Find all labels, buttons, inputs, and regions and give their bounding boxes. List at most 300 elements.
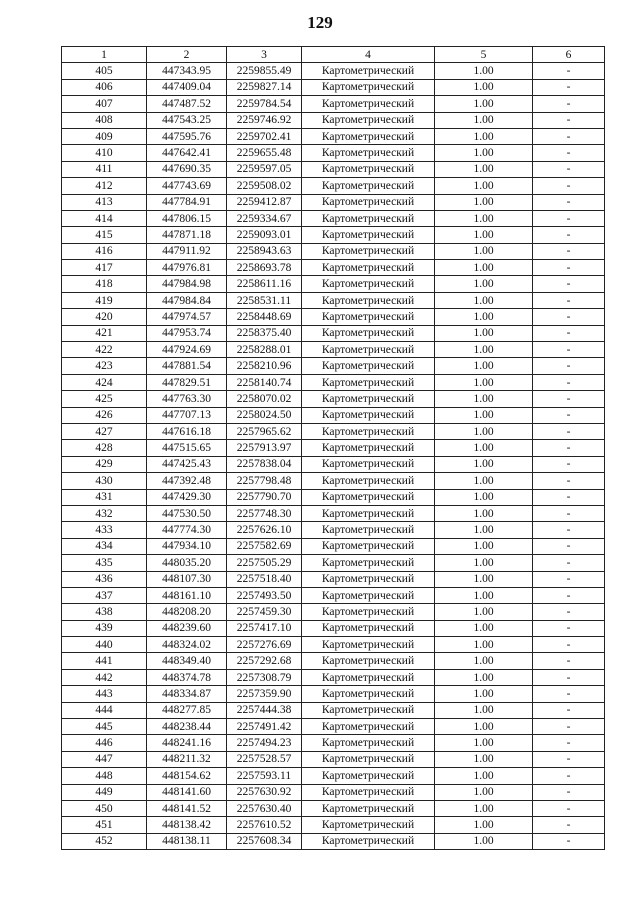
accuracy-cell: 1.00 — [435, 79, 533, 95]
accuracy-cell: 1.00 — [435, 735, 533, 751]
method-cell: Картометрический — [302, 604, 435, 620]
y-coordinate-cell: 2258943.63 — [227, 243, 302, 259]
accuracy-cell: 1.00 — [435, 210, 533, 226]
table-row — [62, 768, 605, 784]
y-coordinate-cell: 2257608.34 — [227, 833, 302, 849]
x-coordinate-cell: 447642.41 — [147, 145, 227, 161]
x-coordinate-cell: 447530.50 — [147, 505, 227, 521]
note-cell: - — [533, 489, 605, 505]
table-row — [62, 358, 605, 374]
accuracy-cell: 1.00 — [435, 440, 533, 456]
note-cell: - — [533, 653, 605, 669]
x-coordinate-cell: 447425.43 — [147, 456, 227, 472]
point-number-cell: 439 — [62, 620, 147, 636]
x-coordinate-cell: 448211.32 — [147, 751, 227, 767]
x-coordinate-cell: 448141.60 — [147, 784, 227, 800]
y-coordinate-cell: 2259597.05 — [227, 161, 302, 177]
y-coordinate-cell: 2259093.01 — [227, 227, 302, 243]
accuracy-cell: 1.00 — [435, 702, 533, 718]
x-coordinate-cell: 447871.18 — [147, 227, 227, 243]
x-coordinate-cell: 448324.02 — [147, 637, 227, 653]
table-row — [62, 423, 605, 439]
table-row — [62, 800, 605, 816]
table-row — [62, 571, 605, 587]
y-coordinate-cell: 2258288.01 — [227, 342, 302, 358]
x-coordinate-cell: 447343.95 — [147, 63, 227, 79]
x-coordinate-cell: 448161.10 — [147, 587, 227, 603]
table-row — [62, 276, 605, 292]
x-coordinate-cell: 447984.98 — [147, 276, 227, 292]
x-coordinate-cell: 447707.13 — [147, 407, 227, 423]
y-coordinate-cell: 2257582.69 — [227, 538, 302, 554]
point-number-cell: 405 — [62, 63, 147, 79]
accuracy-cell: 1.00 — [435, 243, 533, 259]
x-coordinate-cell: 448107.30 — [147, 571, 227, 587]
accuracy-cell: 1.00 — [435, 128, 533, 144]
x-coordinate-cell: 447953.74 — [147, 325, 227, 341]
note-cell: - — [533, 555, 605, 571]
note-cell: - — [533, 538, 605, 554]
accuracy-cell: 1.00 — [435, 522, 533, 538]
y-coordinate-cell: 2257630.92 — [227, 784, 302, 800]
method-cell: Картометрический — [302, 653, 435, 669]
y-coordinate-cell: 2257790.70 — [227, 489, 302, 505]
method-cell: Картометрический — [302, 456, 435, 472]
point-number-cell: 409 — [62, 128, 147, 144]
table-row — [62, 735, 605, 751]
accuracy-cell: 1.00 — [435, 276, 533, 292]
method-cell: Картометрический — [302, 309, 435, 325]
note-cell: - — [533, 473, 605, 489]
y-coordinate-cell: 2258611.16 — [227, 276, 302, 292]
y-coordinate-cell: 2258140.74 — [227, 374, 302, 390]
y-coordinate-cell: 2257798.48 — [227, 473, 302, 489]
method-cell: Картометрический — [302, 423, 435, 439]
table-row — [62, 653, 605, 669]
accuracy-cell: 1.00 — [435, 391, 533, 407]
accuracy-cell: 1.00 — [435, 505, 533, 521]
x-coordinate-cell: 448238.44 — [147, 719, 227, 735]
x-coordinate-cell: 448138.42 — [147, 817, 227, 833]
table-row — [62, 587, 605, 603]
x-coordinate-cell: 448277.85 — [147, 702, 227, 718]
x-coordinate-cell: 448208.20 — [147, 604, 227, 620]
note-cell: - — [533, 210, 605, 226]
point-number-cell: 426 — [62, 407, 147, 423]
x-coordinate-cell: 447774.30 — [147, 522, 227, 538]
table-row — [62, 112, 605, 128]
table-row — [62, 620, 605, 636]
note-cell: - — [533, 391, 605, 407]
point-number-cell: 418 — [62, 276, 147, 292]
y-coordinate-cell: 2257292.68 — [227, 653, 302, 669]
y-coordinate-cell: 2259655.48 — [227, 145, 302, 161]
x-coordinate-cell: 448349.40 — [147, 653, 227, 669]
method-cell: Картометрический — [302, 768, 435, 784]
point-number-cell: 412 — [62, 178, 147, 194]
method-cell: Картометрический — [302, 620, 435, 636]
column-header-2: 2 — [147, 47, 227, 63]
note-cell: - — [533, 342, 605, 358]
point-number-cell: 445 — [62, 719, 147, 735]
note-cell: - — [533, 292, 605, 308]
point-number-cell: 421 — [62, 325, 147, 341]
x-coordinate-cell: 448141.52 — [147, 800, 227, 816]
method-cell: Картометрический — [302, 161, 435, 177]
table-row — [62, 538, 605, 554]
y-coordinate-cell: 2259855.49 — [227, 63, 302, 79]
table-row — [62, 637, 605, 653]
point-number-cell: 411 — [62, 161, 147, 177]
accuracy-cell: 1.00 — [435, 489, 533, 505]
accuracy-cell: 1.00 — [435, 653, 533, 669]
x-coordinate-cell: 447911.92 — [147, 243, 227, 259]
method-cell: Картометрический — [302, 587, 435, 603]
table-row — [62, 243, 605, 259]
accuracy-cell: 1.00 — [435, 686, 533, 702]
point-number-cell: 410 — [62, 145, 147, 161]
method-cell: Картометрический — [302, 833, 435, 849]
y-coordinate-cell: 2258531.11 — [227, 292, 302, 308]
x-coordinate-cell: 447690.35 — [147, 161, 227, 177]
x-coordinate-cell: 447543.25 — [147, 112, 227, 128]
point-number-cell: 434 — [62, 538, 147, 554]
table-row — [62, 686, 605, 702]
table-row — [62, 702, 605, 718]
table-row — [62, 342, 605, 358]
point-number-cell: 423 — [62, 358, 147, 374]
point-number-cell: 452 — [62, 833, 147, 849]
accuracy-cell: 1.00 — [435, 292, 533, 308]
accuracy-cell: 1.00 — [435, 587, 533, 603]
note-cell: - — [533, 260, 605, 276]
x-coordinate-cell: 448374.78 — [147, 669, 227, 685]
column-header-5: 5 — [435, 47, 533, 63]
accuracy-cell: 1.00 — [435, 473, 533, 489]
note-cell: - — [533, 719, 605, 735]
y-coordinate-cell: 2257630.40 — [227, 800, 302, 816]
accuracy-cell: 1.00 — [435, 309, 533, 325]
point-number-cell: 427 — [62, 423, 147, 439]
x-coordinate-cell: 447429.30 — [147, 489, 227, 505]
method-cell: Картометрический — [302, 227, 435, 243]
table-row — [62, 817, 605, 833]
table-row — [62, 522, 605, 538]
table-row — [62, 555, 605, 571]
x-coordinate-cell: 448154.62 — [147, 768, 227, 784]
table-row — [62, 784, 605, 800]
note-cell: - — [533, 702, 605, 718]
table-row — [62, 178, 605, 194]
accuracy-cell: 1.00 — [435, 407, 533, 423]
note-cell: - — [533, 456, 605, 472]
table-row — [62, 505, 605, 521]
point-number-cell: 424 — [62, 374, 147, 390]
method-cell: Картометрический — [302, 800, 435, 816]
point-number-cell: 425 — [62, 391, 147, 407]
method-cell: Картометрический — [302, 276, 435, 292]
note-cell: - — [533, 407, 605, 423]
x-coordinate-cell: 447763.30 — [147, 391, 227, 407]
y-coordinate-cell: 2257505.29 — [227, 555, 302, 571]
method-cell: Картометрический — [302, 538, 435, 554]
accuracy-cell: 1.00 — [435, 374, 533, 390]
method-cell: Картометрический — [302, 63, 435, 79]
y-coordinate-cell: 2259784.54 — [227, 96, 302, 112]
note-cell: - — [533, 112, 605, 128]
note-cell: - — [533, 243, 605, 259]
x-coordinate-cell: 447595.76 — [147, 128, 227, 144]
column-header-1: 1 — [62, 47, 147, 63]
accuracy-cell: 1.00 — [435, 833, 533, 849]
point-number-cell: 417 — [62, 260, 147, 276]
accuracy-cell: 1.00 — [435, 423, 533, 439]
point-number-cell: 419 — [62, 292, 147, 308]
accuracy-cell: 1.00 — [435, 604, 533, 620]
point-number-cell: 429 — [62, 456, 147, 472]
accuracy-cell: 1.00 — [435, 751, 533, 767]
point-number-cell: 413 — [62, 194, 147, 210]
y-coordinate-cell: 2259412.87 — [227, 194, 302, 210]
y-coordinate-cell: 2257493.50 — [227, 587, 302, 603]
accuracy-cell: 1.00 — [435, 620, 533, 636]
y-coordinate-cell: 2258375.40 — [227, 325, 302, 341]
point-number-cell: 431 — [62, 489, 147, 505]
method-cell: Картометрический — [302, 669, 435, 685]
method-cell: Картометрический — [302, 637, 435, 653]
point-number-cell: 438 — [62, 604, 147, 620]
accuracy-cell: 1.00 — [435, 456, 533, 472]
table-row — [62, 227, 605, 243]
x-coordinate-cell: 448334.87 — [147, 686, 227, 702]
x-coordinate-cell: 447806.15 — [147, 210, 227, 226]
y-coordinate-cell: 2259827.14 — [227, 79, 302, 95]
table-row — [62, 669, 605, 685]
x-coordinate-cell: 447934.10 — [147, 538, 227, 554]
note-cell: - — [533, 522, 605, 538]
table-row — [62, 325, 605, 341]
table-header-row — [62, 47, 605, 63]
method-cell: Картометрический — [302, 391, 435, 407]
y-coordinate-cell: 2257444.38 — [227, 702, 302, 718]
accuracy-cell: 1.00 — [435, 342, 533, 358]
x-coordinate-cell: 448239.60 — [147, 620, 227, 636]
note-cell: - — [533, 325, 605, 341]
accuracy-cell: 1.00 — [435, 555, 533, 571]
table-row — [62, 473, 605, 489]
table-row — [62, 145, 605, 161]
table-row — [62, 407, 605, 423]
method-cell: Картометрический — [302, 784, 435, 800]
note-cell: - — [533, 161, 605, 177]
table-row — [62, 128, 605, 144]
note-cell: - — [533, 145, 605, 161]
x-coordinate-cell: 447487.52 — [147, 96, 227, 112]
page-number: 129 — [307, 13, 333, 32]
table-row — [62, 833, 605, 849]
x-coordinate-cell: 448138.11 — [147, 833, 227, 849]
x-coordinate-cell: 447881.54 — [147, 358, 227, 374]
point-number-cell: 447 — [62, 751, 147, 767]
y-coordinate-cell: 2257491.42 — [227, 719, 302, 735]
note-cell: - — [533, 79, 605, 95]
accuracy-cell: 1.00 — [435, 227, 533, 243]
y-coordinate-cell: 2258070.02 — [227, 391, 302, 407]
point-number-cell: 428 — [62, 440, 147, 456]
note-cell: - — [533, 178, 605, 194]
point-number-cell: 422 — [62, 342, 147, 358]
note-cell: - — [533, 620, 605, 636]
method-cell: Картометрический — [302, 194, 435, 210]
y-coordinate-cell: 2257308.79 — [227, 669, 302, 685]
point-number-cell: 446 — [62, 735, 147, 751]
note-cell: - — [533, 128, 605, 144]
table-row — [62, 79, 605, 95]
accuracy-cell: 1.00 — [435, 800, 533, 816]
accuracy-cell: 1.00 — [435, 145, 533, 161]
table-row — [62, 309, 605, 325]
point-number-cell: 450 — [62, 800, 147, 816]
point-number-cell: 448 — [62, 768, 147, 784]
table-row — [62, 210, 605, 226]
table-row — [62, 63, 605, 79]
table-row — [62, 96, 605, 112]
point-number-cell: 407 — [62, 96, 147, 112]
y-coordinate-cell: 2258448.69 — [227, 309, 302, 325]
point-number-cell: 436 — [62, 571, 147, 587]
point-number-cell: 432 — [62, 505, 147, 521]
x-coordinate-cell: 448035.20 — [147, 555, 227, 571]
note-cell: - — [533, 571, 605, 587]
note-cell: - — [533, 276, 605, 292]
method-cell: Картометрический — [302, 325, 435, 341]
y-coordinate-cell: 2257965.62 — [227, 423, 302, 439]
method-cell: Картометрический — [302, 522, 435, 538]
accuracy-cell: 1.00 — [435, 719, 533, 735]
table-row — [62, 489, 605, 505]
accuracy-cell: 1.00 — [435, 669, 533, 685]
x-coordinate-cell: 447616.18 — [147, 423, 227, 439]
method-cell: Картометрический — [302, 358, 435, 374]
accuracy-cell: 1.00 — [435, 194, 533, 210]
accuracy-cell: 1.00 — [435, 260, 533, 276]
point-number-cell: 416 — [62, 243, 147, 259]
accuracy-cell: 1.00 — [435, 178, 533, 194]
method-cell: Картометрический — [302, 374, 435, 390]
y-coordinate-cell: 2257593.11 — [227, 768, 302, 784]
x-coordinate-cell: 447829.51 — [147, 374, 227, 390]
note-cell: - — [533, 194, 605, 210]
accuracy-cell: 1.00 — [435, 161, 533, 177]
y-coordinate-cell: 2259746.92 — [227, 112, 302, 128]
note-cell: - — [533, 440, 605, 456]
note-cell: - — [533, 423, 605, 439]
method-cell: Картометрический — [302, 145, 435, 161]
method-cell: Картометрический — [302, 751, 435, 767]
note-cell: - — [533, 669, 605, 685]
table-row — [62, 456, 605, 472]
method-cell: Картометрический — [302, 505, 435, 521]
y-coordinate-cell: 2257748.30 — [227, 505, 302, 521]
point-number-cell: 408 — [62, 112, 147, 128]
method-cell: Картометрический — [302, 260, 435, 276]
point-number-cell: 406 — [62, 79, 147, 95]
accuracy-cell: 1.00 — [435, 358, 533, 374]
point-number-cell: 430 — [62, 473, 147, 489]
method-cell: Картометрический — [302, 96, 435, 112]
accuracy-cell: 1.00 — [435, 571, 533, 587]
method-cell: Картометрический — [302, 817, 435, 833]
y-coordinate-cell: 2257417.10 — [227, 620, 302, 636]
y-coordinate-cell: 2259334.67 — [227, 210, 302, 226]
method-cell: Картометрический — [302, 735, 435, 751]
method-cell: Картометрический — [302, 342, 435, 358]
x-coordinate-cell: 447924.69 — [147, 342, 227, 358]
y-coordinate-cell: 2257459.30 — [227, 604, 302, 620]
note-cell: - — [533, 751, 605, 767]
point-number-cell: 441 — [62, 653, 147, 669]
note-cell: - — [533, 587, 605, 603]
y-coordinate-cell: 2257276.69 — [227, 637, 302, 653]
note-cell: - — [533, 227, 605, 243]
note-cell: - — [533, 735, 605, 751]
x-coordinate-cell: 447976.81 — [147, 260, 227, 276]
point-number-cell: 449 — [62, 784, 147, 800]
point-number-cell: 437 — [62, 587, 147, 603]
note-cell: - — [533, 768, 605, 784]
method-cell: Картометрический — [302, 292, 435, 308]
table-row — [62, 604, 605, 620]
point-number-cell: 433 — [62, 522, 147, 538]
table-row — [62, 751, 605, 767]
y-coordinate-cell: 2257913.97 — [227, 440, 302, 456]
point-number-cell: 443 — [62, 686, 147, 702]
accuracy-cell: 1.00 — [435, 325, 533, 341]
method-cell: Картометрический — [302, 489, 435, 505]
x-coordinate-cell: 447784.91 — [147, 194, 227, 210]
x-coordinate-cell: 447984.84 — [147, 292, 227, 308]
note-cell: - — [533, 784, 605, 800]
note-cell: - — [533, 96, 605, 112]
point-number-cell: 440 — [62, 637, 147, 653]
y-coordinate-cell: 2259702.41 — [227, 128, 302, 144]
table-row — [62, 292, 605, 308]
accuracy-cell: 1.00 — [435, 637, 533, 653]
x-coordinate-cell: 447743.69 — [147, 178, 227, 194]
table-row — [62, 719, 605, 735]
note-cell: - — [533, 637, 605, 653]
note-cell: - — [533, 817, 605, 833]
point-number-cell: 414 — [62, 210, 147, 226]
coordinates-table — [61, 46, 605, 850]
table-row — [62, 374, 605, 390]
table-body — [62, 63, 605, 850]
method-cell: Картометрический — [302, 112, 435, 128]
note-cell: - — [533, 358, 605, 374]
y-coordinate-cell: 2257838.04 — [227, 456, 302, 472]
method-cell: Картометрический — [302, 128, 435, 144]
x-coordinate-cell: 447392.48 — [147, 473, 227, 489]
point-number-cell: 420 — [62, 309, 147, 325]
y-coordinate-cell: 2258693.78 — [227, 260, 302, 276]
table-row — [62, 260, 605, 276]
y-coordinate-cell: 2257359.90 — [227, 686, 302, 702]
method-cell: Картометрический — [302, 440, 435, 456]
y-coordinate-cell: 2257494.23 — [227, 735, 302, 751]
y-coordinate-cell: 2258024.50 — [227, 407, 302, 423]
method-cell: Картометрический — [302, 702, 435, 718]
note-cell: - — [533, 374, 605, 390]
